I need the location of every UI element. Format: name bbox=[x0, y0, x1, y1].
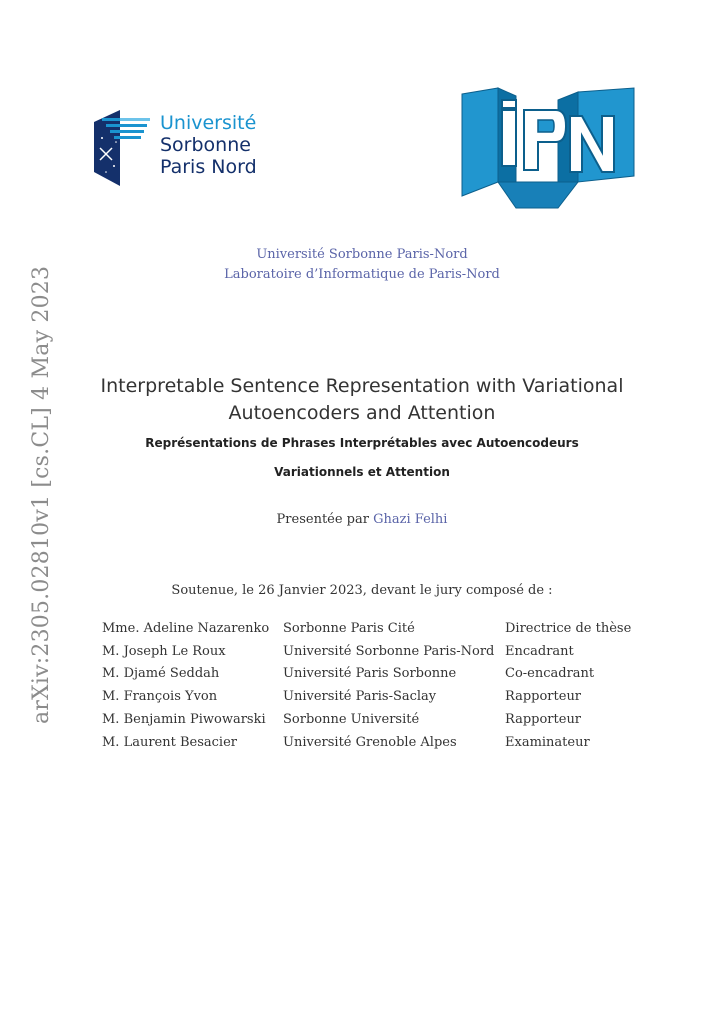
title-french-line1: Représentations de Phrases Interprétables avec Autoencodeurs bbox=[145, 436, 579, 450]
jury-name: M. Benjamin Piwowarski bbox=[102, 712, 266, 728]
university-name: Université Sorbonne Paris-Nord bbox=[256, 247, 468, 262]
table-row bbox=[102, 640, 662, 663]
laboratory-name: Laboratoire d’Informatique de Paris-Nord bbox=[224, 267, 500, 282]
jury-role: Rapporteur bbox=[505, 712, 582, 728]
jury-institution: Université Paris-Saclay bbox=[283, 689, 437, 705]
title-french-line2: Variationnels et Attention bbox=[274, 465, 450, 479]
table-row bbox=[102, 663, 662, 686]
jury-name: M. Joseph Le Roux bbox=[102, 643, 226, 659]
table-row bbox=[102, 708, 662, 731]
jury-role: Co-encadrant bbox=[505, 666, 595, 682]
jury-role: Examinateur bbox=[505, 734, 590, 750]
table-row bbox=[102, 731, 662, 754]
usp-emblem-icon bbox=[92, 108, 162, 188]
thesis-title-english bbox=[100, 373, 624, 427]
defense-line: Soutenue, le 26 Janvier 2023, devant le jury composé de : bbox=[171, 583, 553, 598]
table-row bbox=[102, 685, 662, 708]
title-english-line2: Autoencoders and Attention bbox=[228, 402, 496, 424]
jury-role: Encadrant bbox=[505, 643, 574, 659]
jury-name: M. François Yvon bbox=[102, 689, 218, 705]
jury-institution: Université Grenoble Alpes bbox=[283, 734, 457, 750]
thesis-title-french bbox=[140, 429, 584, 487]
jury-institution: Université Sorbonne Paris-Nord bbox=[283, 643, 495, 659]
jury-name: M. Laurent Besacier bbox=[102, 734, 237, 750]
presented-by bbox=[0, 512, 724, 527]
lipn-cube-icon bbox=[458, 86, 638, 212]
table-row bbox=[102, 617, 662, 640]
author-name: Ghazi Felhi bbox=[373, 512, 448, 527]
usp-wordmark-line1: Université bbox=[160, 112, 257, 134]
jury-name: Mme. Adeline Nazarenko bbox=[102, 620, 270, 636]
usp-wordmark-line2: Sorbonne bbox=[160, 134, 251, 156]
jury-role: Directrice de thèse bbox=[505, 620, 632, 636]
jury-institution: Université Paris Sorbonne bbox=[283, 666, 457, 682]
presented-prefix: Presentée par bbox=[276, 512, 369, 527]
jury-role: Rapporteur bbox=[505, 689, 582, 705]
jury-table-body bbox=[102, 617, 662, 754]
usp-wordmark-line3: Paris Nord bbox=[160, 156, 257, 178]
usp-wordmark bbox=[160, 112, 257, 178]
jury-institution: Sorbonne Paris Cité bbox=[283, 620, 415, 636]
lipn-logo bbox=[458, 86, 638, 212]
arxiv-stamp: arXiv:2305.02810v1 [cs.CL] 4 May 2023 bbox=[29, 265, 54, 724]
jury-table bbox=[102, 617, 662, 754]
jury-institution: Sorbonne Université bbox=[283, 712, 420, 728]
jury-name: M. Djamé Seddah bbox=[102, 666, 220, 682]
title-english-line1: Interpretable Sentence Representation with Variational bbox=[100, 375, 624, 397]
